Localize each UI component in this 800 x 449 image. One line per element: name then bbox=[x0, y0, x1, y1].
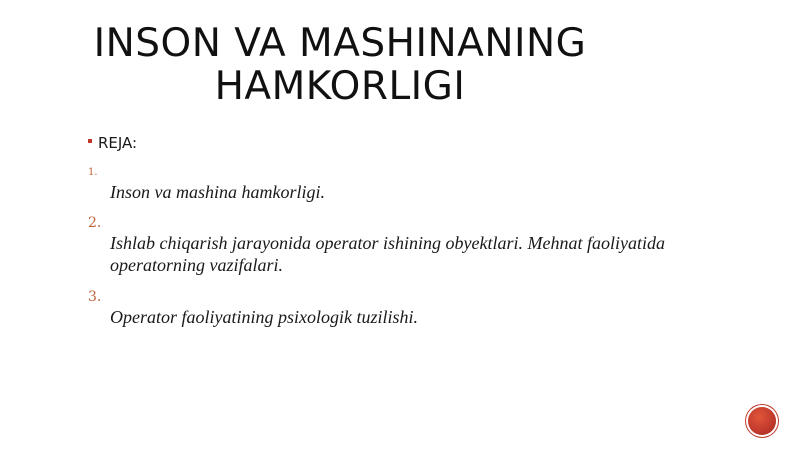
title-line-2: HAMKORLIGI bbox=[214, 64, 466, 109]
square-bullet-icon bbox=[88, 139, 92, 143]
list-item-text: Operator faoliyatining psixologik tuzilishi. bbox=[110, 307, 418, 327]
list-item-text: Inson va mashina hamkorligi. bbox=[110, 182, 325, 202]
list-item bbox=[88, 288, 668, 328]
slide-title bbox=[40, 22, 640, 108]
list-item-number: 2. bbox=[88, 215, 102, 231]
list-item bbox=[88, 165, 668, 203]
slide-corner-circle-icon bbox=[748, 407, 776, 435]
reja-heading bbox=[88, 134, 137, 152]
reja-label: REJA: bbox=[98, 134, 138, 152]
list-item bbox=[88, 214, 668, 276]
list-item-text: Ishlab chiqarish jarayonida operator ishining obyektlari. Mehnat faoliyatida operatorning vazifalari. bbox=[110, 233, 665, 275]
list-item-number: 1. bbox=[88, 167, 98, 178]
list-item-number: 3. bbox=[88, 289, 102, 305]
title-line-1: INSON VA MASHINANING bbox=[93, 21, 587, 66]
